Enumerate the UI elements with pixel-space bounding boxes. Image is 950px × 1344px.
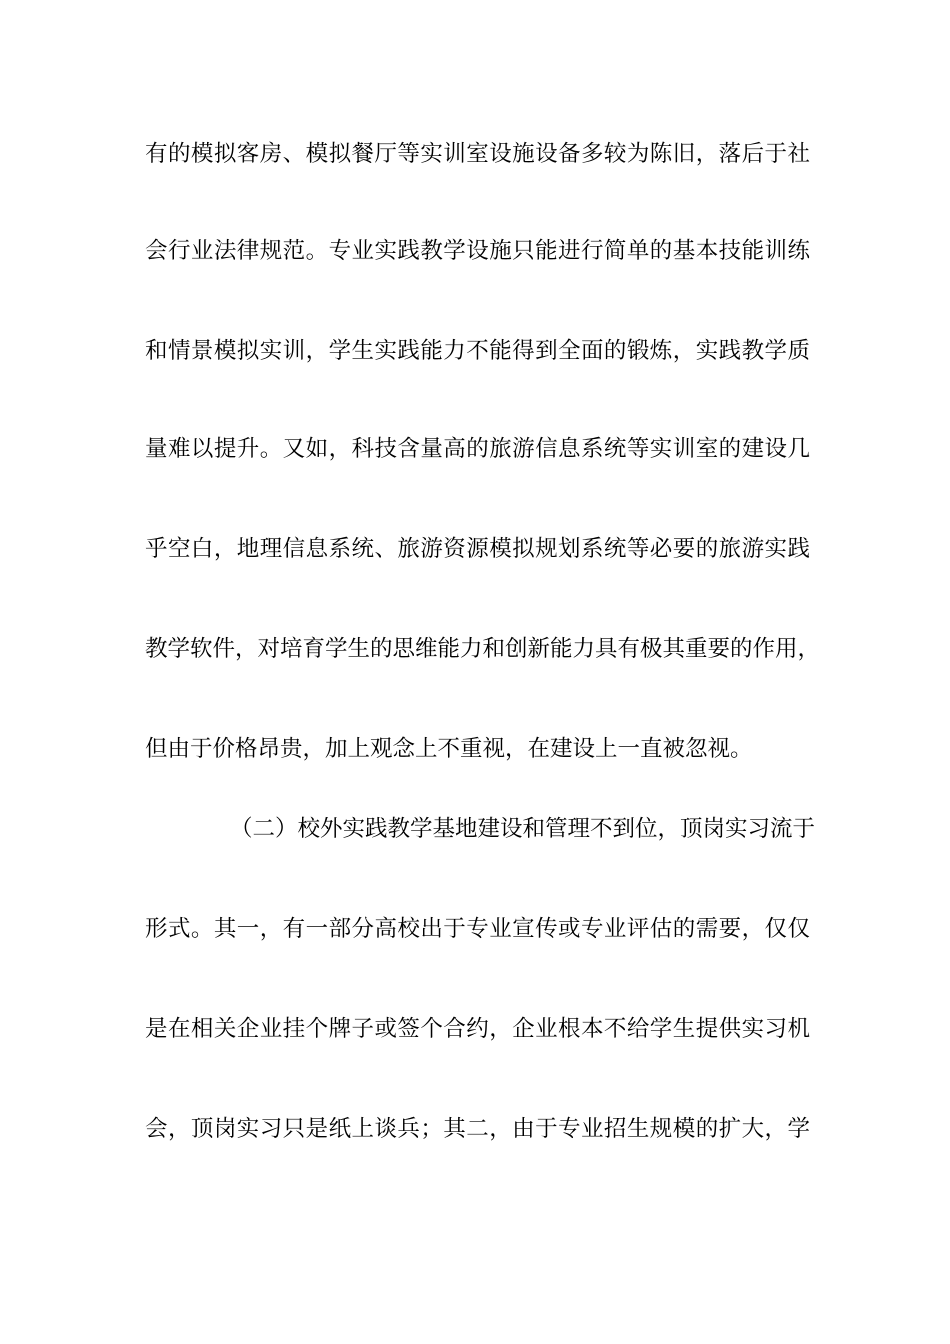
body-text-line: 但由于价格昂贵，加上观念上不重视，在建设上一直被忽视。: [145, 736, 753, 762]
section-heading-line: （二）校外实践教学基地建设和管理不到位，顶岗实习流于: [230, 816, 816, 842]
body-text-line: 是在相关企业挂个牌子或签个合约，企业根本不给学生提供实习机: [145, 1016, 810, 1042]
body-text-line: 有的模拟客房、模拟餐厅等实训室设施设备多较为陈旧，落后于社: [145, 141, 810, 167]
body-text-line: 会行业法律规范。专业实践教学设施只能进行简单的基本技能训练: [145, 238, 810, 264]
body-text-line: 会，顶岗实习只是纸上谈兵；其二，由于专业招生规模的扩大，学: [145, 1116, 810, 1142]
body-text-line: 形式。其一，有一部分高校出于专业宣传或专业评估的需要，仅仅: [145, 916, 810, 942]
body-text-line: 量难以提升。又如，科技含量高的旅游信息系统等实训室的建设几: [145, 436, 810, 462]
body-text-line: 乎空白，地理信息系统、旅游资源模拟规划系统等必要的旅游实践: [145, 536, 810, 562]
body-text-line: 教学软件，对培育学生的思维能力和创新能力具有极其重要的作用，: [145, 636, 821, 662]
body-text-line: 和情景模拟实训，学生实践能力不能得到全面的锻炼，实践教学质: [145, 338, 810, 364]
